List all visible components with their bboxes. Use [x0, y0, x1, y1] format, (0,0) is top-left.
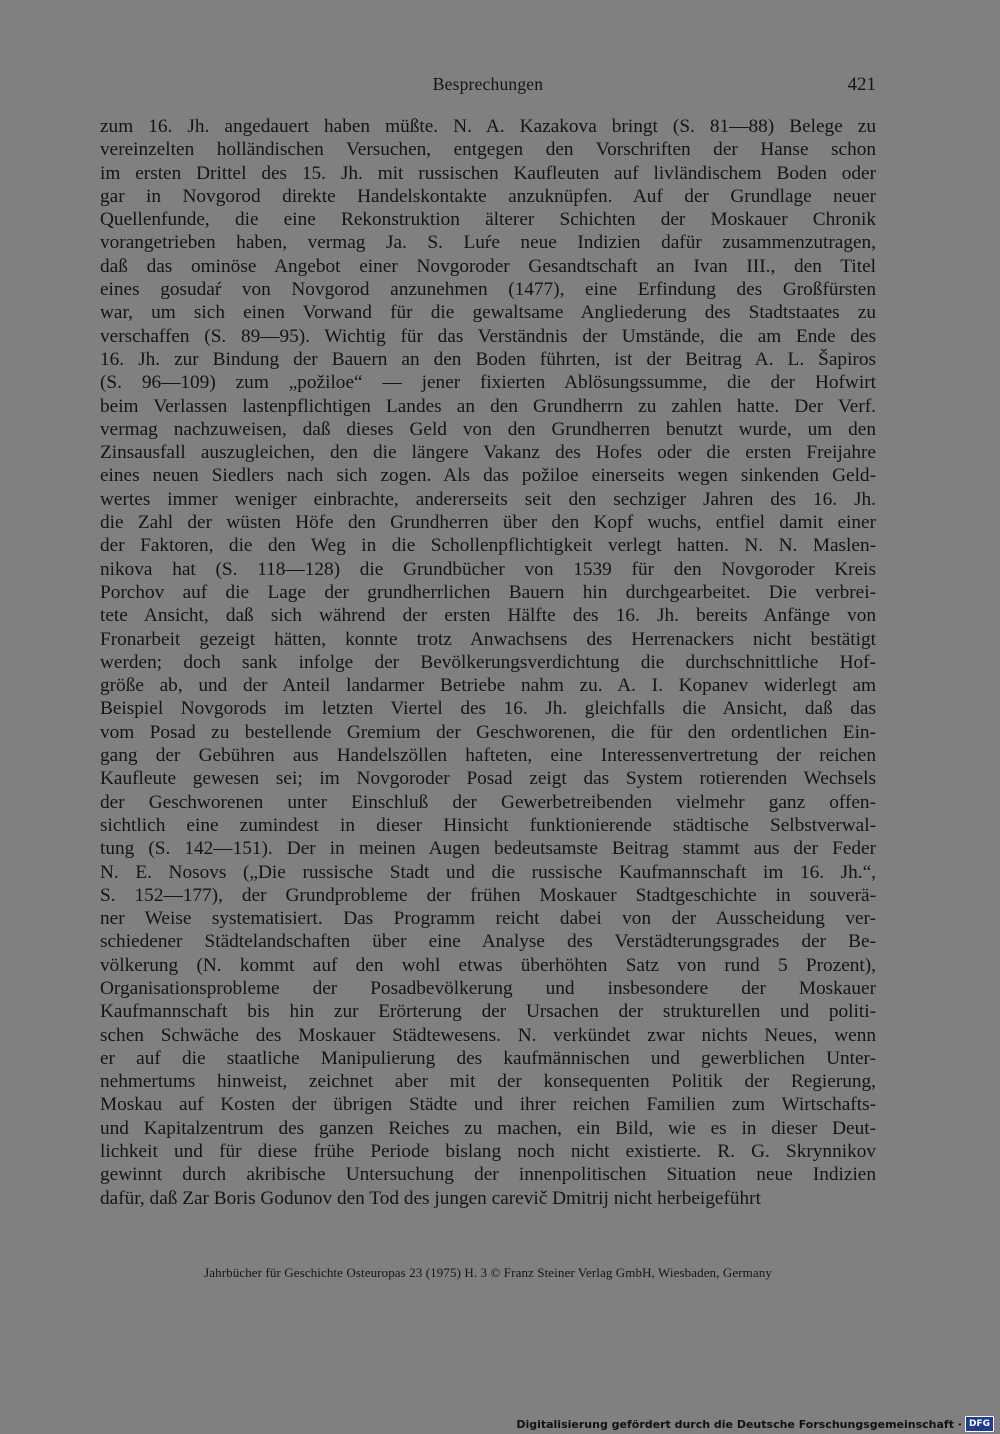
text-line: Beispiel Novgorods im letzten Viertel des 16. Jh. gleichfalls die Ansicht, daß das: [100, 698, 876, 720]
text-line: vorangetrieben haben, vermag Ja. S. Luŕe neue Indizien dafür zusammenzutragen,: [100, 232, 876, 254]
text-line: beim Verlassen lastenpflichtigen Landes an den Grundherrn zu zahlen hatte. Der Verf.: [100, 395, 876, 417]
text-line: gar in Novgorod direkte Handelskontakte anzuknüpfen. Auf der Grundlage neuer: [100, 185, 876, 207]
text-line: verschaffen (S. 89—95). Wichtig für das Verständnis der Umstände, die am Ende des: [100, 325, 876, 347]
text-line: 16. Jh. zur Bindung der Bauern an den Boden führten, ist der Beitrag A. L. Šapiros: [100, 348, 876, 370]
text-line: gang der Gebühren aus Handelszöllen hafteten, eine Interessenvertretung der reichen: [100, 745, 876, 767]
text-line: völkerung (N. kommt auf den wohl etwas überhöhten Satz von rund 5 Prozent),: [100, 954, 876, 976]
text-line: zum 16. Jh. angedauert haben müßte. N. A. Kazakova bringt (S. 81—88) Belege zu: [100, 116, 876, 137]
text-line: N. E. Nosovs („Die russische Stadt und die russische Kaufmannschaft im 16. Jh.“,: [100, 861, 876, 883]
text-line: vom Posad zu bestellende Gremium der Geschworenen, die für den ordentlichen Ein-: [100, 721, 876, 743]
text-line: Porchov auf die Lage der grundherrlichen Bauern hin durchgearbeitet. Die verbrei-: [100, 581, 876, 603]
text-line: tete Ansicht, daß sich während der ersten Hälfte des 16. Jh. bereits Anfänge von: [100, 605, 876, 627]
text-line: vermag nachzuweisen, daß dieses Geld von den Grundherren benutzt wurde, um den: [100, 418, 876, 440]
text-line: nehmertums hinweist, zeichnet aber mit der konsequenten Politik der Regierung,: [100, 1071, 876, 1093]
text-line: Kaufleute gewesen sei; im Novgoroder Posad zeigt das System rotierenden Wechsels: [100, 768, 876, 790]
text-line: wertes immer weniger einbrachte, andererseits seit den sechziger Jahren des 16. Jh.: [100, 488, 876, 510]
text-line: Kaufmannschaft bis hin zur Erörterung der Ursachen der strukturellen und politi-: [100, 1001, 876, 1023]
text-line: war, um sich einen Vorwand für die gewaltsame Angliederung des Stadtstaates zu: [100, 302, 876, 324]
text-line: vereinzelten holländischen Versuchen, entgegen den Vorschriften der Hanse schon: [100, 139, 876, 161]
text-line: Organisationsprobleme der Posadbevölkerung und insbesondere der Moskauer: [100, 977, 876, 999]
text-line: die Zahl der wüsten Höfe den Grundherren über den Kopf wuchs, entfiel damit einer: [100, 512, 876, 534]
text-line: er auf die staatliche Manipulierung des kaufmännischen und gewerblichen Unter-: [100, 1047, 876, 1069]
funding-notice: [516, 1416, 994, 1432]
text-line: tung (S. 142—151). Der in meinen Augen bedeutsamste Beitrag stammt aus der Feder: [100, 838, 876, 860]
text-line: lichkeit und für diese frühe Periode bislang noch nicht existierte. R. G. Skrynnikov: [100, 1141, 876, 1163]
text-line: Quellenfunde, die eine Rekonstruktion älterer Schichten der Moskauer Chronik: [100, 209, 876, 231]
text-line: (S. 96—109) zum „požiloe“ — jener fixierten Ablösungssumme, die der Hofwirt: [100, 372, 876, 394]
text-line: größe ab, und der Anteil landarmer Betriebe nahm zu. A. I. Kopanev widerlegt am: [100, 675, 876, 697]
running-title: Besprechungen: [432, 74, 544, 94]
text-line: sichtlich eine zumindest in dieser Hinsicht funktionierende städtische Selbstverwal-: [100, 814, 876, 836]
page-number: 421: [847, 74, 876, 95]
text-line: der Geschworenen unter Einschluß der Gewerbetreibenden vielmehr ganz offen-: [100, 791, 876, 813]
text-line: gewinnt durch akribische Untersuchung der innenpolitischen Situation neue Indizien: [100, 1164, 876, 1186]
text-line: Zinsausfall auszugleichen, den die längere Vakanz des Hofes oder die ersten Freijahre: [100, 442, 876, 464]
text-line: im ersten Drittel des 15. Jh. mit russischen Kaufleuten auf livländischem Boden oder: [100, 162, 876, 184]
page-header: [100, 74, 876, 100]
journal-footer-note: Jahrbücher für Geschichte Osteuropas 23 (1975) H. 3 © Franz Steiner Verlag GmbH, Wiesbaden, Germany: [204, 1265, 772, 1280]
text-line: S. 152—177), der Grundprobleme der frühen Moskauer Stadtgeschichte in souverä-: [100, 884, 876, 906]
funding-text: Digitalisierung gefördert durch die Deutsche Forschungsgemeinschaft ·: [516, 1417, 962, 1431]
text-line: Moskau auf Kosten der übrigen Städte und ihrer reichen Familien zum Wirtschafts-: [100, 1094, 876, 1116]
text-line: werden; doch sank infolge der Bevölkerungsverdichtung die durchschnittliche Hof-: [100, 651, 876, 673]
text-line: eines gosudaŕ von Novgorod anzunehmen (1477), eine Erfindung des Großfürsten: [100, 279, 876, 301]
text-line: Fronarbeit gezeigt hätten, konnte trotz Anwachsens des Herrenackers nicht bestätigt: [100, 628, 876, 650]
text-line: und Kapitalzentrum des ganzen Reiches zu machen, ein Bild, wie es in dieser Deut-: [100, 1117, 876, 1139]
dfg-logo-icon: DFG: [965, 1416, 994, 1432]
text-line: dafür, daß Zar Boris Godunov den Tod des jungen carevič Dmitrij nicht herbeigeführt: [100, 1187, 761, 1209]
text-line: schiedener Städtelandschaften über eine Analyse des Verstädterungsgrades der Be-: [100, 931, 876, 953]
body-text: [100, 115, 876, 1210]
text-line: eines neuen Siedlers nach sich zogen. Als das požiloe einerseits wegen sinkenden Geld-: [100, 465, 876, 487]
text-line: der Faktoren, die den Weg in die Schollenpflichtigkeit verlegt hatten. N. N. Maslen-: [100, 535, 876, 557]
text-line: schen Schwäche des Moskauer Städtewesens. N. verkündet zwar nichts Neues, wenn: [100, 1024, 876, 1046]
text-line: ner Weise systematisiert. Das Programm reicht dabei von der Ausscheidung ver-: [100, 908, 876, 930]
text-line: nikova hat (S. 118—128) die Grundbücher von 1539 für den Novgoroder Kreis: [100, 558, 876, 580]
text-line: daß das ominöse Angebot einer Novgoroder Gesandtschaft an Ivan III., den Titel: [100, 255, 876, 277]
